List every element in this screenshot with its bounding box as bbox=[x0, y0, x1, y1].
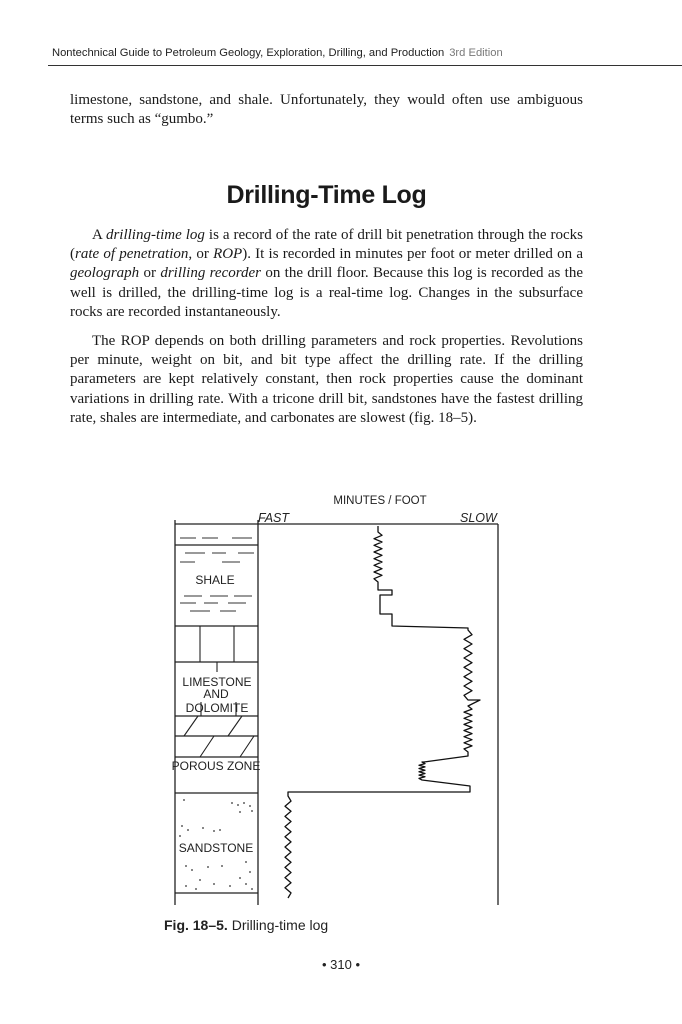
label-shale: SHALE bbox=[195, 573, 235, 587]
label-limestone: LIMESTONE bbox=[182, 675, 252, 689]
term-geolograph: geolograph bbox=[70, 265, 140, 282]
fast-label: FAST bbox=[258, 511, 290, 525]
section-title: Drilling-Time Log bbox=[226, 181, 427, 209]
caption-number: Fig. 18–5. bbox=[164, 917, 228, 933]
edition-label: 3rd Edition bbox=[449, 47, 503, 59]
caption-text: Drilling-time log bbox=[231, 917, 329, 933]
label-and: AND bbox=[203, 687, 229, 701]
label-sandstone: SANDSTONE bbox=[178, 841, 254, 855]
term-drilling-time-log: drilling-time log bbox=[105, 227, 205, 243]
chart-frame bbox=[175, 520, 498, 905]
formation-boundaries bbox=[175, 545, 258, 893]
label-porous-zone: POROUS ZONE bbox=[171, 759, 261, 773]
figure-caption bbox=[164, 917, 328, 933]
shale-pattern bbox=[180, 538, 254, 611]
term-rop: ROP bbox=[213, 246, 243, 263]
rop-curve bbox=[285, 526, 480, 898]
axis-title: MINUTES / FOOT bbox=[333, 495, 427, 507]
slow-label: SLOW bbox=[460, 511, 497, 525]
page-number: • 310 • bbox=[321, 957, 361, 972]
paragraph-rop: The ROP depends on both drilling parameters and rock properties. Revolutions per minute, weight on bit, and bit type affect the drilling rate. If the drilling parameters are kept relatively constant, then rock properties cause the dominant variations in drilling rate. With a tricone drill bit, sandstones have the fastest drilling rate, shales are intermediate, and carbonates are slowest (fig. 18–5). bbox=[70, 333, 583, 426]
carbonate-pattern bbox=[184, 626, 254, 757]
paragraph-definition: A drilling-time log is a record of the rate of drill bit penetration through the rocks (rate of penetration, or ROP). It is recorded in minutes per foot or meter drilled on a geolograph or drilling recorder on the drill floor. Because this log is recorded as the well is drilled, the drilling-time log is a real-time log. Changes in the subsurface rocks are recorded instantaneously. bbox=[70, 227, 583, 320]
label-dolomite: DOLOMITE bbox=[185, 701, 249, 715]
intro-paragraph: limestone, sandstone, and shale. Unfortunately, they would often use ambiguous terms such as “gumbo.” bbox=[70, 92, 583, 128]
running-header bbox=[52, 47, 682, 59]
term-drilling-recorder: drilling recorder bbox=[160, 265, 262, 282]
term-rate-of-penetration: rate of penetration bbox=[75, 246, 189, 263]
book-title: Nontechnical Guide to Petroleum Geology, Exploration, Drilling, and Production bbox=[52, 47, 445, 59]
header-rule bbox=[48, 65, 682, 66]
sandstone-pattern bbox=[179, 799, 253, 890]
